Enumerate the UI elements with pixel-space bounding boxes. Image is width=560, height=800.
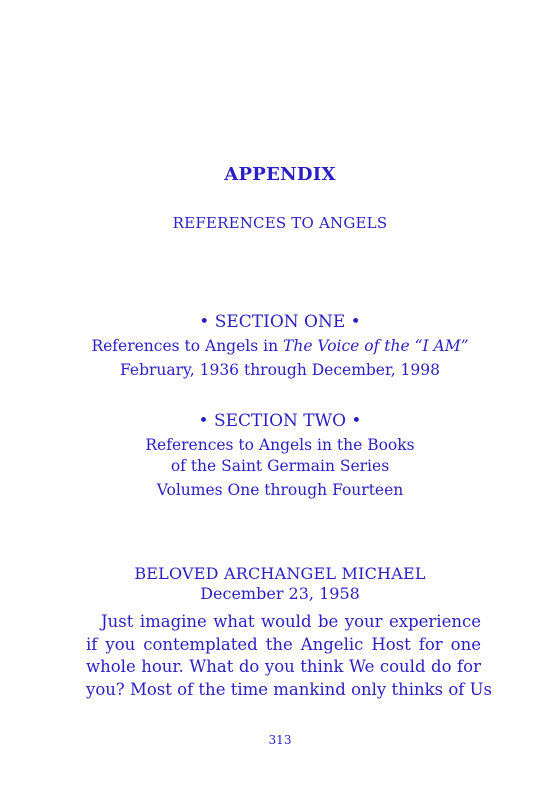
section-one-description-prefix: References to Angels in xyxy=(91,337,283,355)
quote-line: whole hour. What do you think We could do for xyxy=(86,657,481,676)
quote-line: Just imagine what would be your experience xyxy=(101,612,481,631)
appendix-subtitle: REFERENCES TO ANGELS xyxy=(172,214,388,232)
appendix-title: APPENDIX xyxy=(224,164,336,185)
page-number: 313 xyxy=(268,733,292,747)
section-two-volumes: Volumes One through Fourteen xyxy=(156,481,404,499)
quote-line: you? Most of the time mankind only thinks of Us xyxy=(86,679,493,699)
section-two-description-line2: of the Saint Germain Series xyxy=(170,457,390,475)
quote-line: if you contemplated the Angelic Host for one xyxy=(86,634,481,654)
quote-date: December 23, 1958 xyxy=(200,584,360,603)
section-two-description-line1: References to Angels in the Books xyxy=(145,436,415,454)
section-one-description xyxy=(0,337,560,355)
quote-body xyxy=(86,611,493,701)
publication-title: The Voice of the “I AM” xyxy=(283,337,469,355)
section-two-heading: • SECTION TWO • xyxy=(198,411,362,431)
section-one-heading: • SECTION ONE • xyxy=(199,312,361,332)
section-one-date-range: February, 1936 through December, 1998 xyxy=(120,361,440,379)
quote-speaker: BELOVED ARCHANGEL MICHAEL xyxy=(134,564,426,583)
